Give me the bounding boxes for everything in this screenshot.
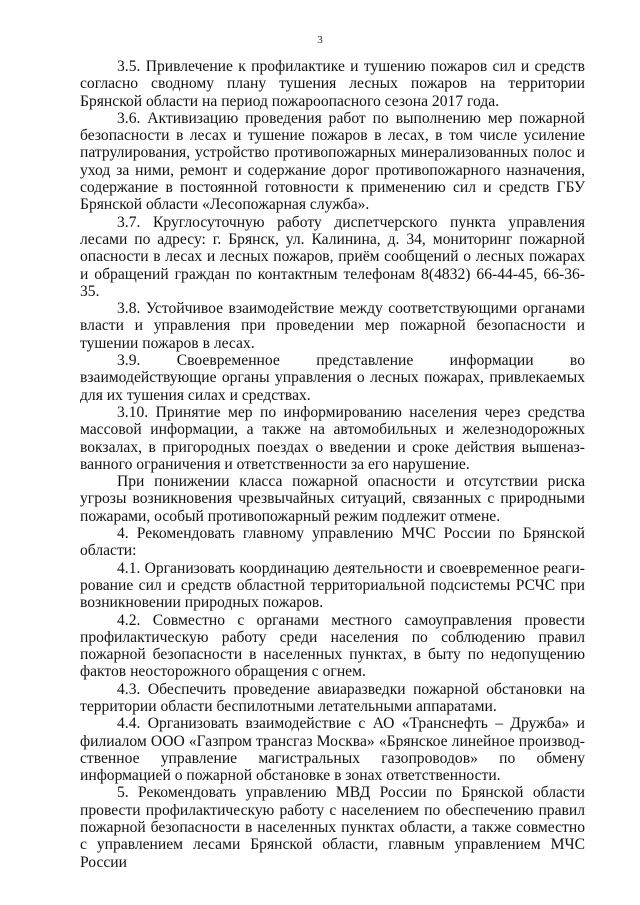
paragraph-5: 5. Рекомендовать управлению МВД России по Брянской области провести профилактическую работу с населением по обеспечению правил пожарной безопасности в населенных пунктах области, а также совместно с управлением лесами Брянской области, главным управлением МЧС России [80, 784, 585, 871]
paragraph-4: 4. Рекомендовать главному управлению МЧС России по Брянской области: [80, 525, 585, 560]
paragraph-3-7: 3.7. Круглосуточную работу диспетчерского пункта управления лесами по адресу: г. Брянск, ул. Калинина, д. 34, мониторинг пожарной опасности в лесах и лесных пожаров, приём сообщений о лесных пожарах и обращений граждан по контактным телефонам 8(4832) 66-44-45, 66-36-35. [80, 213, 585, 300]
page-number: 3 [317, 34, 323, 46]
paragraph-3-9: 3.9. Своевременное представление информации во взаимодействующие органы управления о лесных пожарах, привлекаемых для их тушения силах и средствах. [80, 352, 585, 404]
paragraph-4-4: 4.4. Организовать взаимодействие с АО «Транснефть – Дружба» и филиалом ООО «Газпром трансгаз Москва» «Брянское линейное производственное управление магистральных газопроводов» по обмену информацией о пожарной обстановке в зонах ответственности. [80, 715, 585, 785]
paragraph-4-2: 4.2. Совместно с органами местного самоуправления провести профилактическую работу среди населения по соблюдению правил пожарной безопасности в населенных пунктах, в быту по недопущению фактов неосторожного обращения с огнем. [80, 611, 585, 681]
paragraph-3-6: 3.6. Активизацию проведения работ по выполнению мер пожарной безопасности в лесах и тушение пожаров в лесах, в том числе усиление патрулирования, устройство противопожарных минерализованных полос и уход за ними, ремонт и содержание дорог противопожарного назначения, содержание в постоянной готовности к применению сил и средств ГБУ Брянской области «Лесопожарная служба». [80, 109, 585, 214]
document-body [80, 58, 585, 871]
paragraph-3-10: 3.10. Принятие мер по информированию населения через средства массовой информации, а также на автомобильных и железнодорожных вокзалах, в пригородных поездах о введении и сроке действия вышеназванного ограничения и ответственности за его нарушение. [80, 403, 585, 473]
paragraph-3-8: 3.8. Устойчивое взаимодействие между соответствующими органами власти и управления при проведении мер пожарной безопасности и тушении пожаров в лесах. [80, 300, 585, 352]
paragraph-cancellation-note: При понижении класса пожарной опасности и отсутствии риска угрозы возникновения чрезвычайных ситуаций, связанных с природными пожарами, особый противопожарный режим подлежит отмене. [80, 473, 585, 525]
paragraph-3-5: 3.5. Привлечение к профилактике и тушению пожаров сил и средств согласно сводному плану тушения лесных пожаров на территории Брянской области на период пожароопасного сезона 2017 года. [80, 58, 585, 110]
paragraph-4-3: 4.3. Обеспечить проведение авиаразведки пожарной обстановки на территории области беспилотными летательными аппаратами. [80, 680, 585, 715]
paragraph-4-1: 4.1. Организовать координацию деятельности и своевременное реагирование сил и средств областной территориальной подсистемы РСЧС при возникновении природных пожаров. [80, 559, 585, 612]
